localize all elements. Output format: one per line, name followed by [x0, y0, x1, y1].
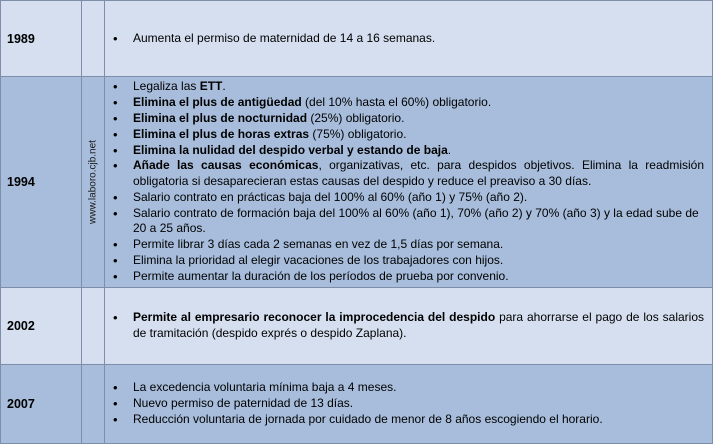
year-cell: 2002 — [1, 288, 82, 365]
year-cell: 1994 — [1, 77, 82, 288]
list-item: • Nuevo permiso de paternidad de 13 días. — [111, 396, 704, 412]
year-cell: 1989 — [1, 1, 82, 77]
reforms-cell — [105, 288, 713, 365]
reforms-cell — [105, 1, 713, 77]
spacer-cell — [82, 365, 105, 444]
list-item: • Elimina la nulidad del despido verbal y estando de baja. — [111, 143, 704, 159]
list-item: • Aumenta el permiso de maternidad de 14 a 16 semanas. — [111, 31, 704, 47]
table-row — [1, 1, 713, 77]
list-item: • Elimina el plus de nocturnidad (25%) obligatorio. — [111, 111, 704, 127]
list-item: • Legaliza las ETT. — [111, 79, 704, 95]
list-item: • Añade las causas económicas, organizativas, etc. para despidos objetivos. Elimina la readmisión obligatoria si desaparecieran estas causas del despido y reduce el preaviso a 30 días. — [111, 158, 704, 190]
reform-list — [111, 310, 704, 342]
table-row — [1, 77, 713, 288]
list-item: • Salario contrato en prácticas baja del 100% al 60% (año 1) y 75% (año 2). — [111, 190, 704, 206]
list-item: • La excedencia voluntaria mínima baja a 4 meses. — [111, 380, 704, 396]
list-item: • Reducción voluntaria de jornada por cuidado de menor de 8 años escogiendo el horario. — [111, 412, 704, 428]
reform-list — [111, 31, 704, 47]
watermark-cell — [82, 77, 105, 288]
list-item: • Elimina el plus de antigüedad (del 10% hasta el 60%) obligatorio. — [111, 95, 704, 111]
watermark-text: www.laboro.cjb.net — [87, 140, 99, 224]
list-item: • Permite aumentar la duración de los períodos de prueba por convenio. — [111, 269, 704, 285]
spacer-cell — [82, 1, 105, 77]
reform-list — [111, 380, 704, 427]
list-item: • Salario contrato de formación baja del 100% al 60% (año 1), 70% (año 2) y 70% (año 3) y la edad sube de 20 a 25 años. — [111, 206, 704, 238]
reform-list — [111, 79, 704, 284]
year-cell: 2007 — [1, 365, 82, 444]
list-item: • Elimina el plus de horas extras (75%) obligatorio. — [111, 127, 704, 143]
reforms-cell — [105, 365, 713, 444]
list-item: • Elimina la prioridad al elegir vacaciones de los trabajadores con hijos. — [111, 253, 704, 269]
table-row — [1, 288, 713, 365]
spacer-cell — [82, 288, 105, 365]
list-item: • Permite librar 3 días cada 2 semanas en vez de 1,5 días por semana. — [111, 237, 704, 253]
list-item: • Permite al empresario reconocer la improcedencia del despido para ahorrarse el pago de los salarios de tramitación (despido exprés o despido Zaplana). — [111, 310, 704, 342]
table-row — [1, 365, 713, 444]
reforms-cell — [105, 77, 713, 288]
